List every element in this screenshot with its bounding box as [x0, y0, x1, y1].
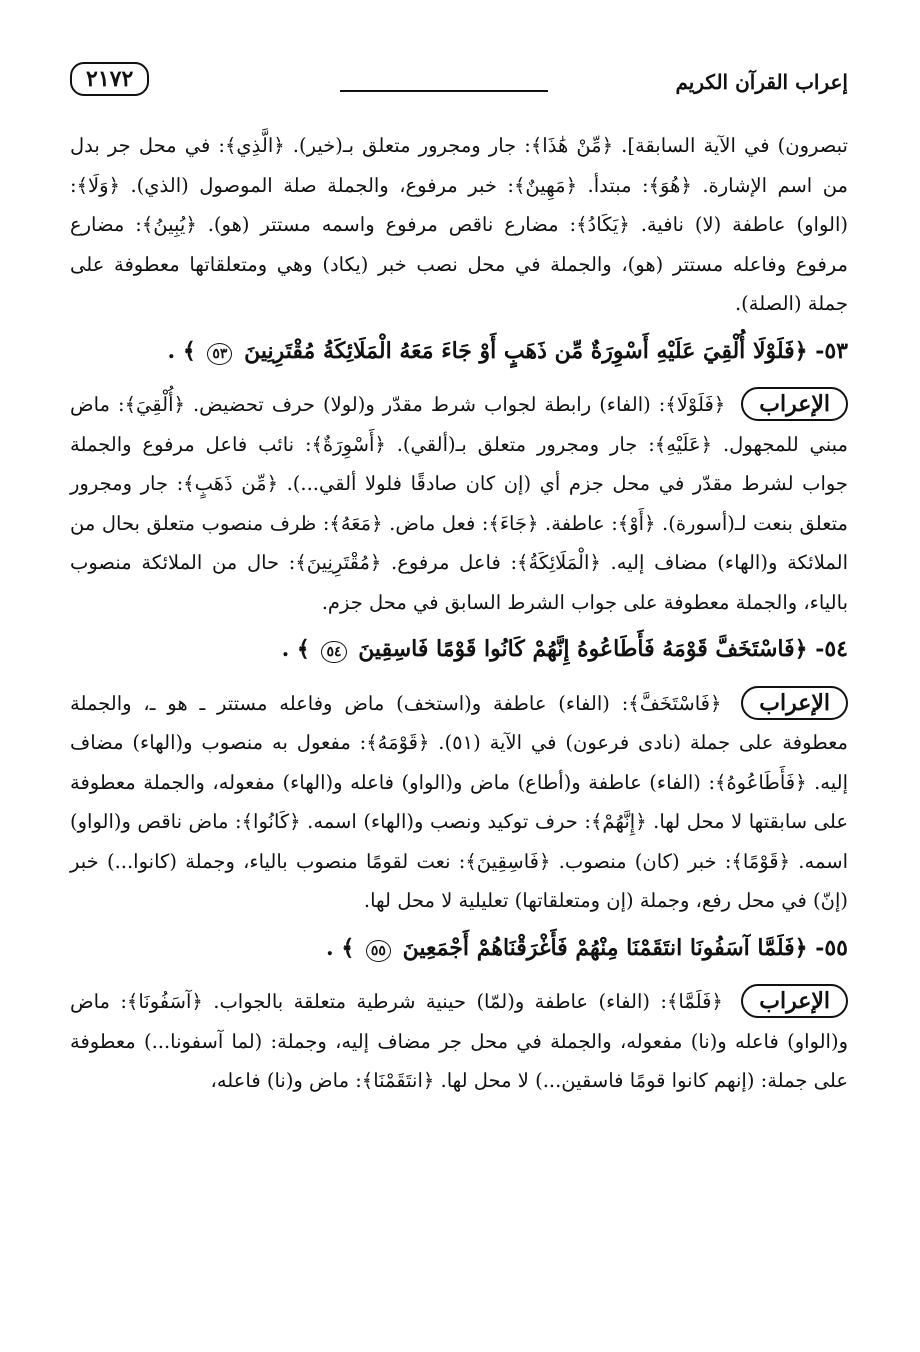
ayah-number-mark: ٥٥ [366, 940, 391, 962]
book-title: إعراب القرآن الكريم [675, 70, 848, 94]
irab-text: ﴿فَلَوْلَا﴾: (الفاء) رابطة لجواب شرط مقدّر و(لولا) حرف تحضيض. ﴿أُلْقِيَ﴾: ماض مبني للمجهول. ﴿عَلَيْهِ﴾: جار ومجرور متعلق بـ(ألقي). ﴿أَسْوِرَةٌ﴾: نائب فاعل مرفوع والجملة جواب لشرط مقدّر في محل جزم أي (إن كان صادقًا فلولا ألقي...). ﴿مِّن ذَهَبٍ﴾: جار ومجرور متعلق بنعت لـ(أسورة). ﴿أَوْ﴾: عاطفة. ﴿جَاءَ﴾: فعل ماض. ﴿مَعَهُ﴾: ظرف منصوب متعلق بحال من الملائكة و(الهاء) مضاف إليه. ﴿الْمَلَائِكَةُ﴾: فاعل مرفوع. ﴿مُقْتَرِنِينَ﴾: حال من الملائكة منصوب بالياء، والجملة معطوفة على جواب الشرط السابق في محل جزم. [70, 393, 848, 614]
verse-close: ﴾ . [326, 934, 355, 961]
verse-text: ﴿فَاسْتَخَفَّ قَوْمَهُ فَأَطَاعُوهُ إِنَّهُمْ كَانُوا قَوْمًا فَاسِقِينَ [358, 636, 808, 662]
page-number: ٢١٧٢ [70, 62, 149, 96]
verse-text: ﴿فَلَوْلَا أُلْقِيَ عَلَيْهِ أَسْوِرَةٌ مِّن ذَهَبٍ أَوْ جَاءَ مَعَهُ الْمَلَائِكَةُ مُقْتَرِنِينَ [244, 337, 808, 364]
verse-text: ﴿فَلَمَّا آسَفُونَا انتَقَمْنَا مِنْهُمْ فَأَغْرَقْنَاهُمْ أَجْمَعِينَ [402, 934, 808, 961]
verse-53 [70, 332, 848, 372]
irab-label: الإعراب [741, 686, 848, 720]
page-content [70, 126, 848, 1326]
irab-text: ﴿فَلَمَّا﴾: (الفاء) عاطفة و(لمّا) حينية شرطية متعلقة بالجواب. ﴿آسَفُونَا﴾: ماض و(الواو) فاعله و(نا) مفعوله، والجملة في محل جر مضاف إليه، وجملة: (لما آسفونا...) معطوفة على جملة: (إنهم كانوا قومًا فاسقين...) لا محل لها. ﴿انتَقَمْنَا﴾: ماض و(نا) فاعله، [70, 990, 848, 1092]
verse-number: ٥٤- [815, 636, 848, 662]
ayah-number-mark: ٥٣ [207, 343, 232, 365]
irab-label: الإعراب [741, 387, 848, 421]
verse-54 [70, 630, 848, 670]
verse-close: ﴾ . [281, 636, 310, 662]
irab-text: ﴿فَاسْتَخَفَّ﴾: (الفاء) عاطفة و(استخف) ماض وفاعله مستتر ـ هو ـ، والجملة معطوفة على جملة (نادى فرعون) في الآية (٥١). ﴿قَوْمَهُ﴾: مفعول به منصوب و(الهاء) مضاف إليه. ﴿فَأَطَاعُوهُ﴾: (الفاء) عاطفة و(أطاع) ماض و(الواو) فاعله و(الهاء) مفعوله، والجملة معطوفة على سابقتها لا محل لها. ﴿إِنَّهُمْ﴾: حرف توكيد ونصب و(الهاء) اسمه. ﴿كَانُوا﴾: ماض ناقص و(الواو) اسمه. ﴿قَوْمًا﴾: خبر (كان) منصوب. ﴿فَاسِقِينَ﴾: نعت لقومًا منصوب بالياء، وجملة (كانوا...) خبر (إنّ) في محل رفع، وجملة (إن ومتعلقاتها) تعليلية لا محل لها. [70, 691, 848, 912]
verse-55 [70, 929, 848, 969]
irab-paragraph [70, 684, 848, 921]
verse-number: ٥٥- [815, 934, 848, 961]
intro-paragraph: تبصرون) في الآية السابقة]. ﴿مِّنْ هَٰذَا﴾: جار ومجرور متعلق بـ(خير). ﴿الَّذِي﴾: في محل جر بدل من اسم الإشارة. ﴿هُوَ﴾: مبتدأ. ﴿مَهِينٌ﴾: خبر مرفوع، والجملة صلة الموصول (الذي). ﴿وَلَا﴾: (الواو) عاطفة (لا) نافية. ﴿يَكَادُ﴾: مضارع ناقص مرفوع واسمه مستتر (هو). ﴿يُبِينُ﴾: مضارع مرفوع وفاعله مستتر (هو)، والجملة في محل نصب خبر (يكاد) وهي ومتعلقاتها معطوفة على جملة (الصلة). [70, 134, 848, 315]
header-rule [340, 90, 548, 92]
irab-paragraph [70, 982, 848, 1101]
ayah-number-mark: ٥٤ [321, 641, 346, 663]
irab-paragraph [70, 385, 848, 622]
verse-close: ﴾ . [167, 337, 196, 364]
irab-label: الإعراب [741, 984, 848, 1018]
verse-number: ٥٣- [815, 337, 848, 364]
page-header [70, 58, 848, 118]
